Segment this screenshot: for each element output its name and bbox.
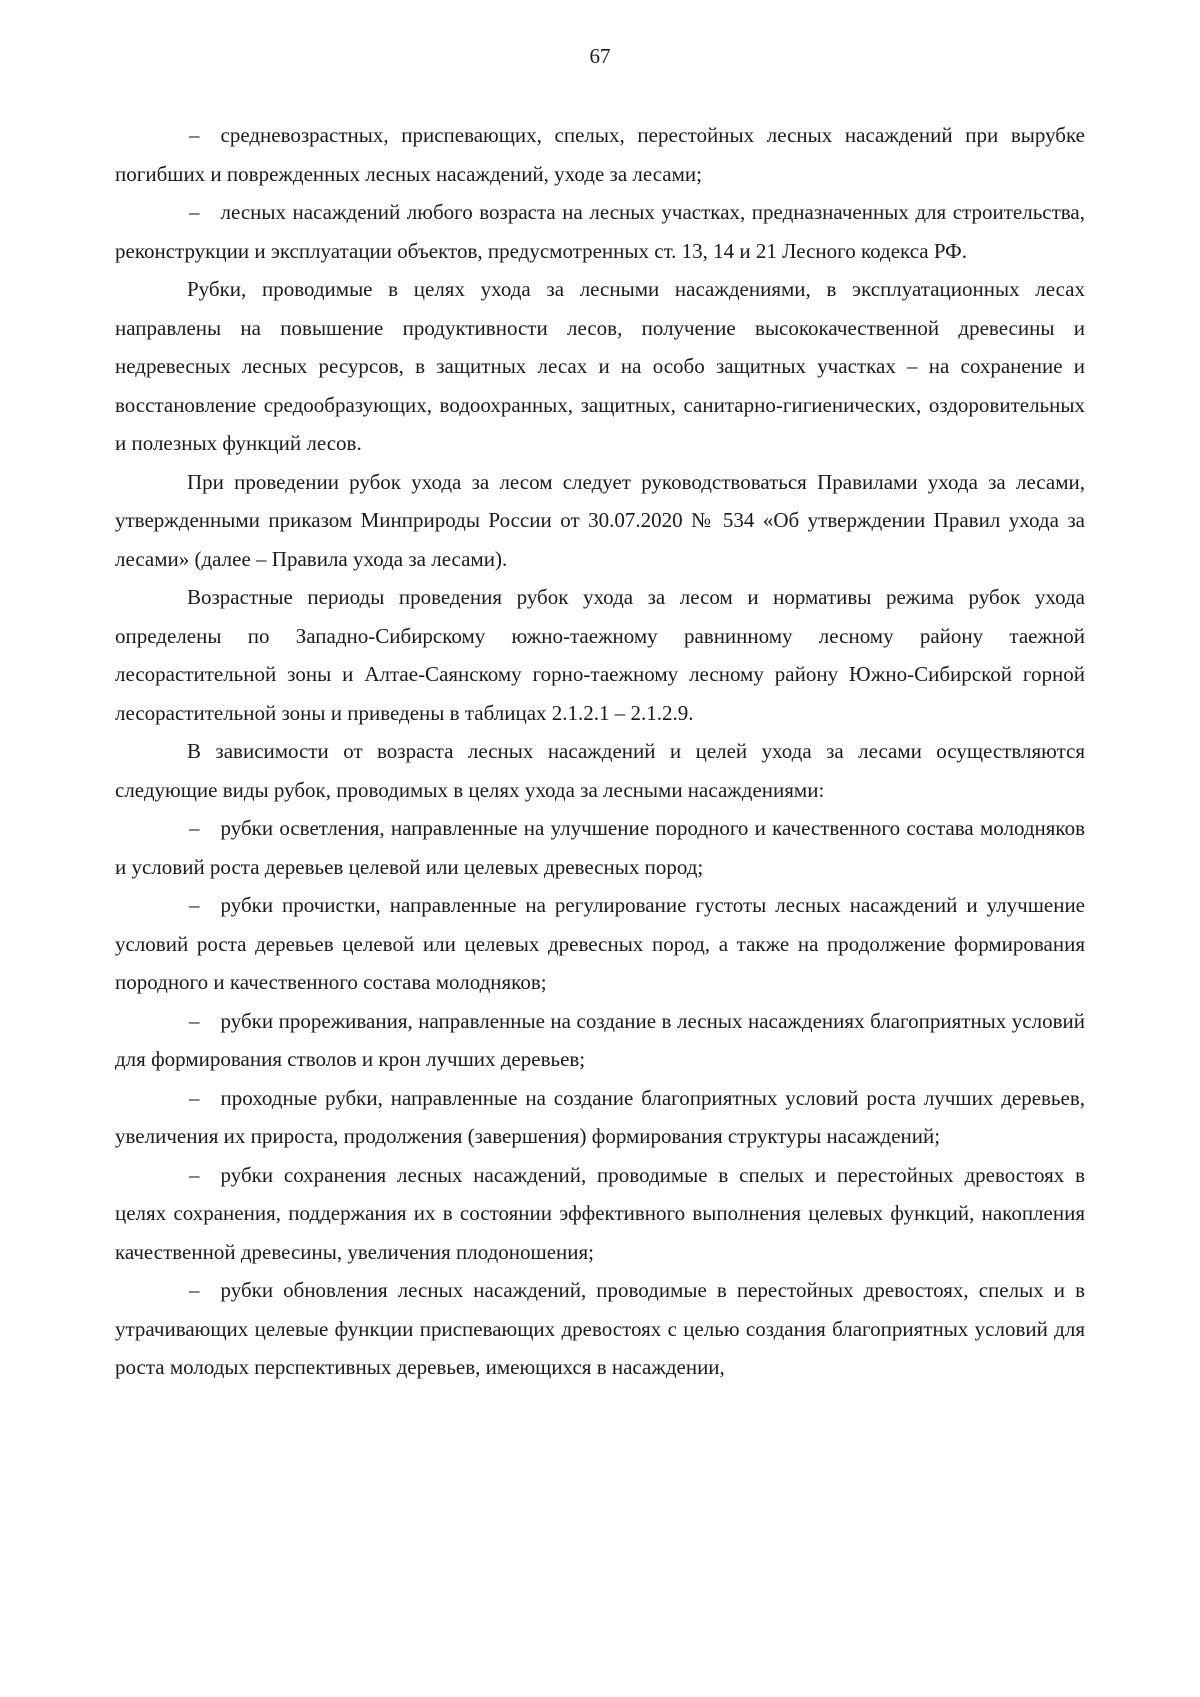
list-item-preservation-felling: – рубки сохранения лесных насаждений, проводимые в спелых и перестойных древостоях в целях сохранения, поддержания их в состоянии эффективного выполнения целевых функций, накопления качественной древесины, увеличения плодоношения;	[115, 1162, 1085, 1264]
list-item-cleaning-felling: – рубки прочистки, направленные на регулирование густоты лесных насаждений и улучшение условий роста деревьев целевой или целевых древесных пород, а также на продолжение формирования породного и качественного состава молодняков;	[115, 893, 1085, 994]
list-item-thinning-felling: – рубки прореживания, направленные на создание в лесных насаждениях благоприятных условий для формирования стволов и крон лучших деревьев;	[115, 1008, 1085, 1071]
paragraph-felling-types-intro: В зависимости от возраста лесных насаждений и целей ухода за лесами осуществляются следующие виды рубок, проводимых в целях ухода за лесными насаждениями:	[115, 739, 1085, 802]
body-text	[115, 116, 1085, 1387]
list-item-renewal-felling: – рубки обновления лесных насаждений, проводимые в перестойных древостоях, спелых и в утрачивающих целевые функции приспевающих древостоях с целью создания благоприятных условий для роста молодых перспективных деревьев, имеющихся в насаждении,	[115, 1278, 1085, 1379]
paragraph-care-rules: При проведении рубок ухода за лесом следует руководствоваться Правилами ухода за лесами, утвержденными приказом Минприроды России от 30.07.2020 № 534 «Об утверждении Правил ухода за лесами» (далее – Правила ухода за лесами).	[115, 469, 1085, 571]
list-item-clearing-felling: – рубки осветления, направленные на улучшение породного и качественного состава молодняков и условий роста деревьев целевой или целевых древесных пород;	[115, 816, 1085, 879]
paragraph-age-periods: Возрастные периоды проведения рубок ухода за лесом и нормативы режима рубок ухода определены по Западно-Сибирскому южно-таежному равнинному лесному району таежной лесорастительной зоны и Алтае-Саянскому горно-таежному лесному району Южно-Сибирской горной лесорастительной зоны и приведены в таблицах 2.1.2.1 – 2.1.2.9.	[115, 585, 1085, 725]
page-number: 67	[589, 44, 611, 68]
list-item-middle-aged-stands: – средневозрастных, приспевающих, спелых, перестойных лесных насаждений при вырубке погибших и поврежденных лесных насаждений, уходе за лесами;	[115, 123, 1085, 186]
paragraph-care-felling-purpose: Рубки, проводимые в целях ухода за лесными насаждениями, в эксплуатационных лесах направлены на повышение продуктивности лесов, получение высококачественной древесины и недревесных лесных ресурсов, в защитных лесах и на особо защитных участках – на сохранение и восстановление средообразующих, водоохранных, защитных, санитарно-гигиенических, оздоровительных и полезных функций лесов.	[115, 277, 1085, 455]
list-item-passage-felling: – проходные рубки, направленные на создание благоприятных условий роста лучших деревьев, увеличения их прироста, продолжения (завершения) формирования структуры насаждений;	[115, 1085, 1085, 1148]
list-item-any-age-stands: – лесных насаждений любого возраста на лесных участках, предназначенных для строительства, реконструкции и эксплуатации объектов, предусмотренных ст. 13, 14 и 21 Лесного кодекса РФ.	[115, 200, 1085, 263]
